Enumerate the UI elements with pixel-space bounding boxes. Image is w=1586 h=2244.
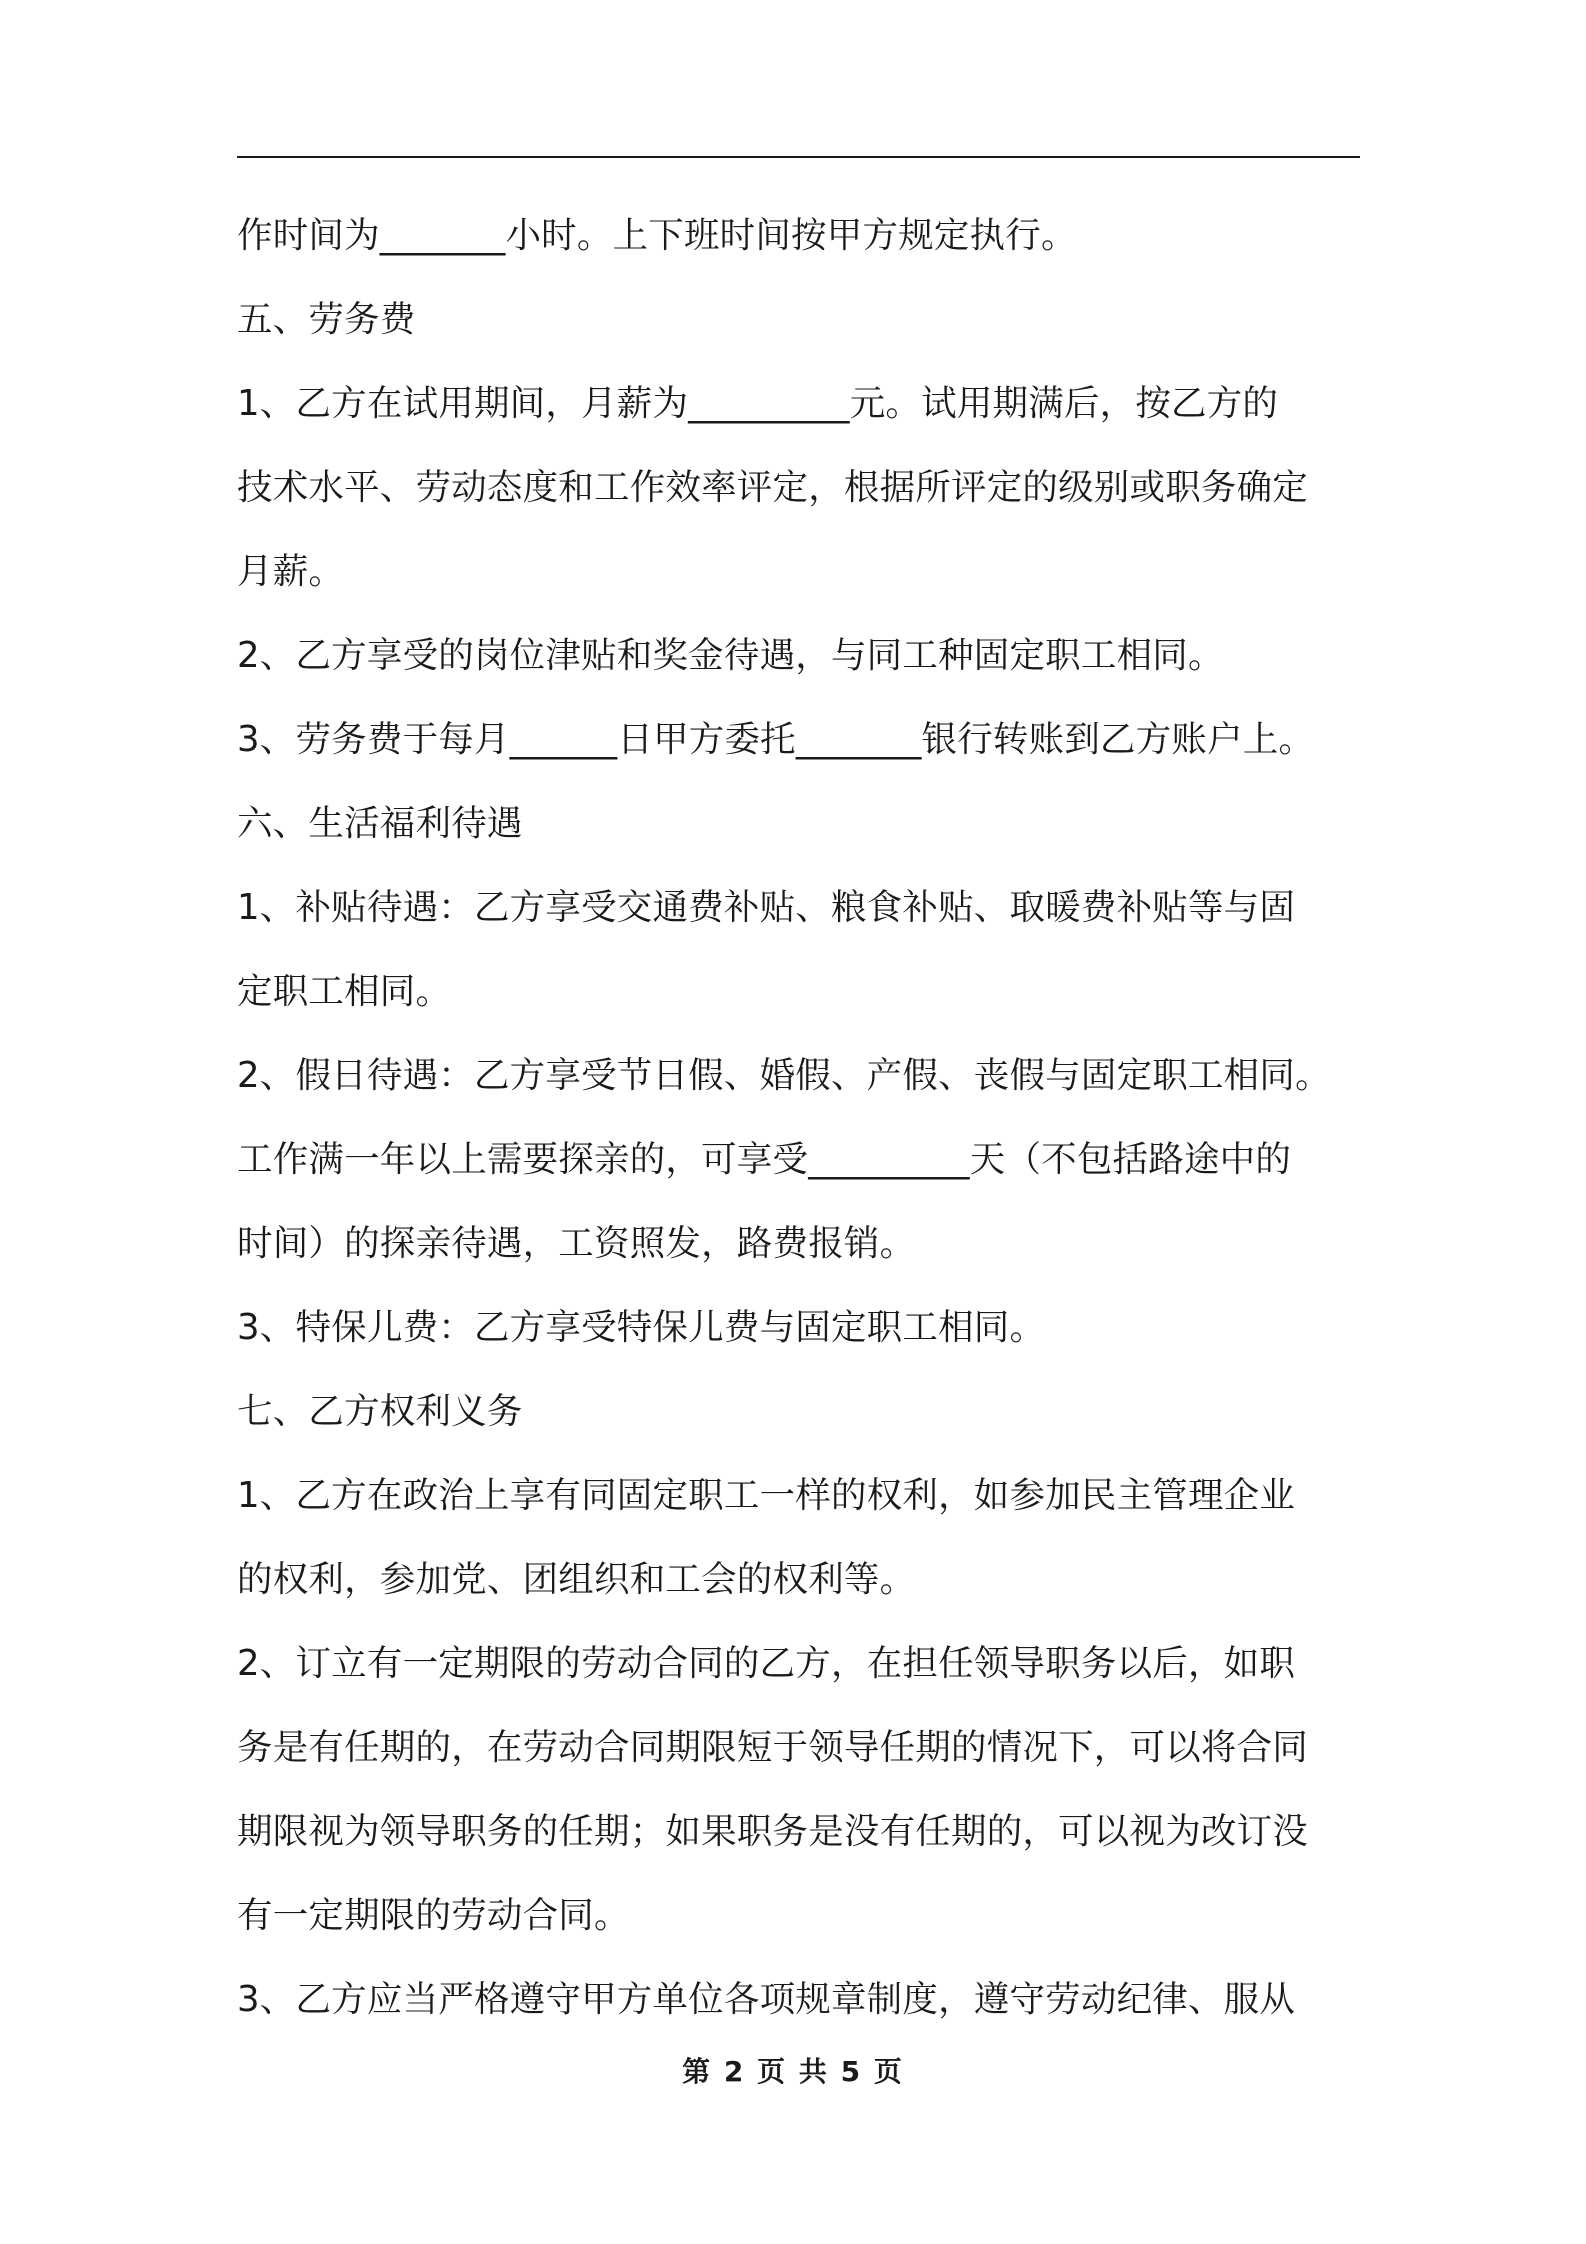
text-line: 3、劳务费于每月______日甲方委托_______银行转账到乙方账户上。 [237,719,1315,760]
text-line: 3、乙方应当严格遵守甲方单位各项规章制度，遵守劳动纪律、服从 [237,1979,1296,2020]
text-line: 作时间为_______小时。上下班时间按甲方规定执行。 [237,215,1077,256]
text-line: 期限视为领导职务的任期；如果职务是没有任期的，可以视为改订没 [237,1811,1309,1852]
text-line: 1、乙方在试用期间，月薪为_________元。试用期满后，按乙方的 [237,383,1279,424]
text-line: 务是有任期的，在劳动合同期限短于领导任期的情况下，可以将合同 [237,1727,1309,1768]
text-line: 技术水平、劳动态度和工作效率评定，根据所评定的级别或职务确定 [237,467,1309,508]
section-heading: 六、生活福利待遇 [237,803,523,844]
text-line: 时间）的探亲待遇，工资照发，路费报销。 [237,1223,916,1264]
text-line: 1、补贴待遇：乙方享受交通费补贴、粮食补贴、取暖费补贴等与固 [237,887,1296,928]
text-line: 有一定期限的劳动合同。 [237,1895,630,1936]
section-heading: 五、劳务费 [237,299,416,340]
text-line: 工作满一年以上需要探亲的，可享受_________天（不包括路途中的 [237,1139,1292,1180]
text-line: 定职工相同。 [237,971,452,1012]
section-heading: 七、乙方权利义务 [237,1391,523,1432]
header-divider [237,156,1360,158]
page-number: 第 2 页 共 5 页 [682,2055,904,2088]
text-line: 的权利，参加党、团组织和工会的权利等。 [237,1559,916,1600]
document-body [237,194,1362,2042]
text-line: 2、订立有一定期限的劳动合同的乙方，在担任领导职务以后，如职 [237,1643,1296,1684]
text-line: 2、假日待遇：乙方享受节日假、婚假、产假、丧假与固定职工相同。 [237,1055,1331,1096]
text-line: 2、乙方享受的岗位津贴和奖金待遇，与同工种固定职工相同。 [237,635,1224,676]
text-line: 月薪。 [237,551,345,592]
text-line: 3、特保儿费：乙方享受特保儿费与固定职工相同。 [237,1307,1046,1348]
text-line: 1、乙方在政治上享有同固定职工一样的权利，如参加民主管理企业 [237,1475,1296,1516]
